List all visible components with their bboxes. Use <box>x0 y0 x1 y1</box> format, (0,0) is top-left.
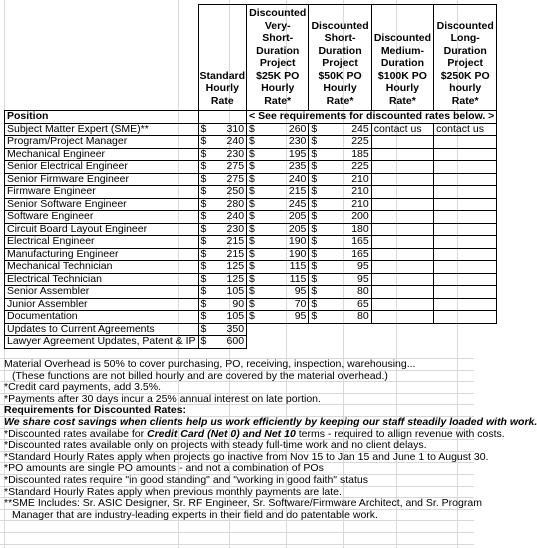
medium-rate <box>371 223 433 236</box>
rate-value: 215 <box>226 235 245 247</box>
rate-value: 240 <box>226 135 245 147</box>
currency-symbol: $ <box>311 297 318 310</box>
gridline <box>0 532 474 533</box>
rate-value: 230 <box>226 222 245 235</box>
currency-symbol: $ <box>200 122 207 135</box>
note-discount-terms-c: terms - required to allign revenue with costs. <box>295 427 505 440</box>
table-row <box>5 161 497 174</box>
table-row <box>5 173 497 186</box>
rate-value: 245 <box>288 197 307 210</box>
very-short-rate <box>247 161 309 174</box>
standard-rate <box>198 223 247 236</box>
table-row <box>5 198 497 211</box>
note-overhead: Material Overhead is 50% to cover purchasing, PO, receiving, inspection, warehousing... <box>4 358 416 370</box>
rate-value: 90 <box>232 297 245 310</box>
medium-rate <box>371 286 433 299</box>
rate-value: 240 <box>288 172 307 185</box>
very-short-rate <box>247 186 309 199</box>
medium-rate <box>371 161 433 174</box>
short-rate <box>309 123 371 136</box>
rate-value: 65 <box>357 297 369 310</box>
rate-value: 105 <box>226 310 245 322</box>
rate-value: 165 <box>351 235 369 247</box>
rate-value: 350 <box>226 322 245 335</box>
rate-value: 95 <box>294 285 307 297</box>
position-name: Electrical Engineer <box>5 236 199 249</box>
rate-value: 215 <box>226 247 245 260</box>
currency-symbol: $ <box>249 147 255 160</box>
long-rate <box>434 211 497 224</box>
currency-symbol: $ <box>249 185 255 197</box>
position-name: Software Engineer <box>5 211 199 224</box>
note-discount-terms-b: Credit Card (Net 0) and Net 10 <box>147 427 296 440</box>
table-row <box>5 223 497 236</box>
medium-rate <box>371 311 433 324</box>
currency-symbol: $ <box>311 160 318 172</box>
medium-rate <box>371 273 433 286</box>
note-good-standing: *Discounted rates require "in good standing" and "working in good faith" status <box>4 473 368 486</box>
rate-value: 225 <box>351 160 369 172</box>
very-short-rate <box>247 236 309 249</box>
currency-symbol: $ <box>311 285 318 297</box>
medium-rate <box>371 173 433 186</box>
rate-value: 240 <box>226 210 245 222</box>
currency-symbol: $ <box>200 210 207 222</box>
rate-value: 125 <box>226 260 245 272</box>
standard-rate <box>198 248 247 261</box>
position-label-row <box>5 111 497 124</box>
rate-value: 70 <box>294 297 307 310</box>
currency-symbol: $ <box>311 135 318 147</box>
currency-symbol: $ <box>200 310 207 322</box>
currency-symbol: $ <box>249 247 255 260</box>
note-late-monthly: *Standard Hourly Rates apply when previous monthly payments are late. <box>4 485 342 498</box>
standard-rate <box>198 236 247 249</box>
rate-value: 225 <box>351 135 369 147</box>
currency-symbol: $ <box>249 235 255 247</box>
table-row <box>5 273 497 286</box>
long-rate <box>434 223 497 236</box>
position-name: Mechanical Technician <box>5 261 199 274</box>
rate-value: 245 <box>351 122 369 135</box>
position-label-blank <box>198 111 247 124</box>
position-label: Position <box>5 111 199 124</box>
medium-rate <box>371 261 433 274</box>
table-row <box>5 248 497 261</box>
table-row <box>5 311 497 324</box>
note-credit-card: *Credit card payments, add 3.5%. <box>4 381 161 394</box>
medium-rate <box>371 236 433 249</box>
currency-symbol: $ <box>311 260 318 272</box>
very-short-rate <box>247 173 309 186</box>
medium-rate: contact us <box>371 123 433 136</box>
position-name: Electrical Technician <box>5 273 199 286</box>
short-rate <box>309 198 371 211</box>
short-rate <box>309 261 371 274</box>
standard-rate <box>198 136 247 149</box>
currency-symbol: $ <box>311 197 318 210</box>
rate-value: 310 <box>226 122 245 135</box>
rate-value: 600 <box>226 335 245 347</box>
short-rate <box>309 298 371 311</box>
position-name: Lawyer Agreement Updates, Patent & IP <box>5 336 199 349</box>
header-long: Discounted Long- Duration Project $250K PO hourly Rate* <box>434 5 497 111</box>
rate-value: 230 <box>288 135 307 147</box>
currency-symbol: $ <box>200 135 207 147</box>
short-rate <box>309 236 371 249</box>
rate-value: 210 <box>351 185 369 197</box>
rate-value: 95 <box>357 260 369 272</box>
very-short-rate <box>247 148 309 161</box>
currency-symbol: $ <box>200 235 207 247</box>
long-rate <box>434 198 497 211</box>
rate-value: 180 <box>351 222 369 235</box>
rate-value: 125 <box>226 272 245 285</box>
standard-rate <box>198 186 247 199</box>
long-rate <box>434 298 497 311</box>
position-name: Senior Electrical Engineer <box>5 161 199 174</box>
currency-symbol: $ <box>200 172 207 185</box>
currency-symbol: $ <box>311 310 318 322</box>
note-requirements-heading: Requirements for Discounted Rates: <box>4 404 187 417</box>
long-rate <box>434 186 497 199</box>
currency-symbol: $ <box>200 147 207 160</box>
note-steady-work: *Discounted rates available only on projects with steady full-time work and no client delays. <box>4 439 427 452</box>
very-short-rate <box>247 136 309 149</box>
long-rate <box>434 261 497 274</box>
standard-rate <box>198 161 247 174</box>
header-short: Discounted Short- Duration Project $50K PO Hourly Rate* <box>309 5 371 111</box>
currency-symbol: $ <box>311 235 318 247</box>
short-rate <box>309 223 371 236</box>
position-name: Program/Project Manager <box>5 136 199 149</box>
long-rate <box>434 311 497 324</box>
short-rate <box>309 136 371 149</box>
currency-symbol: $ <box>249 297 255 310</box>
long-rate <box>434 136 497 149</box>
medium-rate <box>371 198 433 211</box>
medium-rate <box>371 298 433 311</box>
short-rate <box>309 273 371 286</box>
table-row <box>5 186 497 199</box>
rate-value: 105 <box>226 285 245 297</box>
rate-value: 205 <box>288 222 307 235</box>
currency-symbol: $ <box>311 247 318 260</box>
short-rate <box>309 311 371 324</box>
currency-symbol: $ <box>249 222 255 235</box>
standard-rate <box>198 323 247 336</box>
table-row <box>5 148 497 161</box>
table-row <box>5 336 497 349</box>
long-rate <box>434 248 497 261</box>
note-inactive: *Standard Hourly Rates apply when projects go inactive from Nov 15 to Jan 15 and June 1 to August 30. <box>4 450 489 463</box>
currency-symbol: $ <box>249 135 255 147</box>
table-row <box>5 261 497 274</box>
position-name: Senior Software Engineer <box>5 198 199 211</box>
currency-symbol: $ <box>200 247 207 260</box>
position-name: Updates to Current Agreements <box>5 323 199 336</box>
long-rate <box>434 273 497 286</box>
position-name: Junior Assembler <box>5 298 199 311</box>
header-very-short: Discounted Very- Short- Duration Project $25K PO Hourly Rate* <box>247 5 309 111</box>
very-short-rate <box>247 286 309 299</box>
note-sme: **SME Includes: Sr. ASIC Designer, Sr. RF Engineer, Sr. Software/Firmware Architect, and Sr. Program <box>4 497 482 510</box>
rate-value: 275 <box>226 172 245 185</box>
position-name: Senior Assembler <box>5 286 199 299</box>
currency-symbol: $ <box>200 297 207 310</box>
rate-value: 260 <box>288 122 307 135</box>
long-rate <box>434 148 497 161</box>
rate-value: 205 <box>288 210 307 222</box>
currency-symbol: $ <box>311 172 318 185</box>
currency-symbol: $ <box>311 222 318 235</box>
requirements-note: < See requirements for discounted rates below. > <box>247 111 497 124</box>
currency-symbol: $ <box>311 210 318 222</box>
rate-value: 250 <box>226 185 245 197</box>
short-rate <box>309 148 371 161</box>
header-standard: Standard Hourly Rate <box>198 5 247 111</box>
currency-symbol: $ <box>311 147 318 160</box>
position-name: Manufacturing Engineer <box>5 248 199 261</box>
currency-symbol: $ <box>200 185 207 197</box>
rate-value: 275 <box>226 160 245 172</box>
position-name: Firmware Engineer <box>5 186 199 199</box>
table-row <box>5 298 497 311</box>
currency-symbol: $ <box>249 160 255 172</box>
long-rate <box>434 161 497 174</box>
short-rate <box>309 248 371 261</box>
short-rate <box>309 173 371 186</box>
rate-value: 235 <box>288 160 307 172</box>
rate-value: 200 <box>351 210 369 222</box>
very-short-rate <box>247 123 309 136</box>
note-discount-terms-a: *Discounted rates availabe for <box>4 427 147 440</box>
long-rate: contact us <box>434 123 497 136</box>
very-short-rate <box>247 273 309 286</box>
currency-symbol: $ <box>200 322 207 335</box>
rate-value: 215 <box>288 185 307 197</box>
table-row <box>5 323 497 336</box>
currency-symbol: $ <box>200 272 207 285</box>
currency-symbol: $ <box>200 260 207 272</box>
rate-rows <box>5 123 497 348</box>
short-rate <box>309 186 371 199</box>
currency-symbol: $ <box>311 185 318 197</box>
position-name: Subject Matter Expert (SME)** <box>5 123 199 136</box>
rate-value: 95 <box>294 310 307 322</box>
rate-value: 190 <box>288 235 307 247</box>
rate-value: 80 <box>357 310 369 322</box>
gridline <box>0 544 474 545</box>
position-name: Senior Firmware Engineer <box>5 173 199 186</box>
currency-symbol: $ <box>249 172 255 185</box>
currency-symbol: $ <box>249 310 255 322</box>
rate-value: 210 <box>351 197 369 210</box>
standard-rate <box>198 286 247 299</box>
currency-symbol: $ <box>249 260 255 272</box>
very-short-rate <box>247 211 309 224</box>
currency-symbol: $ <box>200 222 207 235</box>
short-rate <box>309 286 371 299</box>
note-po-amounts: *PO amounts are single PO amounts - and not a combination of POs <box>4 462 324 475</box>
currency-symbol: $ <box>249 122 255 135</box>
very-short-rate <box>247 198 309 211</box>
note-overhead-detail: (These functions are not billed hourly and are covered by the material overhead.) <box>12 369 388 382</box>
currency-symbol: $ <box>200 285 207 297</box>
header-blank <box>5 5 199 111</box>
standard-rate <box>198 311 247 324</box>
rate-value: 230 <box>226 147 245 160</box>
very-short-rate <box>247 248 309 261</box>
standard-rate <box>198 298 247 311</box>
short-rate <box>309 211 371 224</box>
medium-rate <box>371 136 433 149</box>
rate-table <box>4 4 497 349</box>
standard-rate <box>198 273 247 286</box>
table-row <box>5 123 497 136</box>
currency-symbol: $ <box>311 272 318 285</box>
very-short-rate <box>247 298 309 311</box>
standard-rate <box>198 336 247 349</box>
standard-rate <box>198 211 247 224</box>
rate-value: 80 <box>357 285 369 297</box>
position-name: Circuit Board Layout Engineer <box>5 223 199 236</box>
standard-rate <box>198 261 247 274</box>
currency-symbol: $ <box>249 272 255 285</box>
long-rate <box>434 286 497 299</box>
header-row <box>5 5 497 111</box>
notes-section <box>4 358 537 521</box>
currency-symbol: $ <box>200 335 207 347</box>
currency-symbol: $ <box>249 210 255 222</box>
table-row <box>5 211 497 224</box>
currency-symbol: $ <box>249 197 255 210</box>
rate-value: 195 <box>288 147 307 160</box>
very-short-rate <box>247 311 309 324</box>
rate-value: 190 <box>288 247 307 260</box>
note-sme-detail: Manager that are industry-leading experts in their field and do patentable work. <box>12 508 378 521</box>
rate-value: 165 <box>351 247 369 260</box>
currency-symbol: $ <box>200 160 207 172</box>
standard-rate <box>198 148 247 161</box>
medium-rate <box>371 211 433 224</box>
currency-symbol: $ <box>200 197 207 210</box>
rate-value: 115 <box>289 260 307 272</box>
short-rate <box>309 161 371 174</box>
long-rate <box>434 173 497 186</box>
note-late-payments: *Payments after 30 days incur a 25% annual interest on late portion. <box>4 392 321 405</box>
very-short-rate <box>247 223 309 236</box>
rate-value: 115 <box>289 272 307 285</box>
table-row <box>5 136 497 149</box>
very-short-rate <box>247 261 309 274</box>
currency-symbol: $ <box>249 285 255 297</box>
standard-rate <box>198 198 247 211</box>
currency-symbol: $ <box>311 122 318 135</box>
standard-rate <box>198 123 247 136</box>
medium-rate <box>371 186 433 199</box>
note-cost-savings: We share cost savings when clients help us work efficiently by keeping our staff steadily loaded with work. <box>4 415 537 428</box>
rate-value: 185 <box>351 147 369 160</box>
standard-rate <box>198 173 247 186</box>
long-rate <box>434 236 497 249</box>
header-medium: Discounted Medium- Duration $100K PO Hourly Rate* <box>371 5 433 111</box>
table-row <box>5 286 497 299</box>
position-name: Documentation <box>5 311 199 324</box>
medium-rate <box>371 148 433 161</box>
rate-value: 280 <box>226 197 245 210</box>
rate-value: 210 <box>351 172 369 185</box>
table-row <box>5 236 497 249</box>
rate-value: 95 <box>357 272 369 285</box>
position-name: Mechanical Engineer <box>5 148 199 161</box>
medium-rate <box>371 248 433 261</box>
